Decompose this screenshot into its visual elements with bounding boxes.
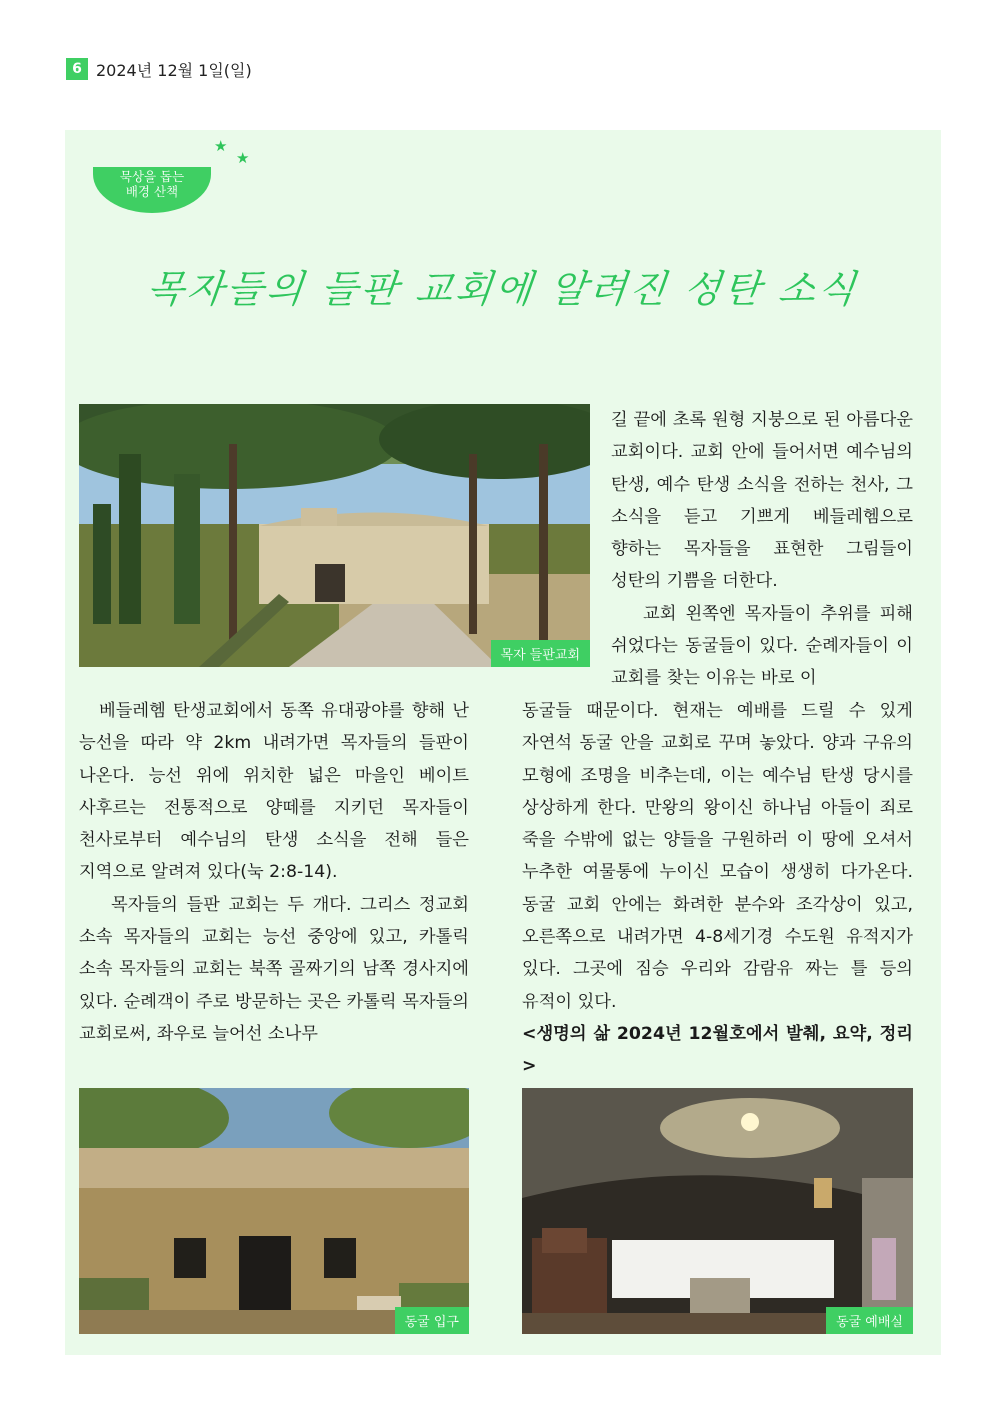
cave-chapel-photo xyxy=(522,1088,913,1334)
page-number: 6 xyxy=(66,58,88,80)
paragraph: 베들레헴 탄생교회에서 동쪽 유대광야를 향해 난 능선을 따라 약 2km 내려가면 목자들의 들판이 나온다. 능선 위에 위치한 넓은 마을인 베이트 사후르는 전통적으로 양떼를 지키던 목자들이 천사로부터 예수님의 탄생 소식을 전해 들은 지역으로 알려져 있다(눅 2:8-14). xyxy=(79,701,469,883)
paragraph: 동굴들 때문이다. 현재는 예배를 드릴 수 있게 자연석 동굴 안을 교회로 꾸며 놓았다. 양과 구유의 모형에 조명을 비추는데, 이는 예수님 탄생 당시를 상상하게 한다. 만왕의 왕이신 하나님 아들이 죄로 죽을 수밖에 없는 양들을 구원하러 이 땅에 오셔서 누추한 여물통에 누이신 모습이 생생히 다가온다. 동굴 교회 안에는 화려한 분수와 조각상이 있고, 오른쪽으로 내려가면 4-8세기경 수도원 유적지가 있다. 그곳에 짐승 우리와 감람유 짜는 틀 등의 유적이 있다. xyxy=(522,701,913,1012)
church-photo-caption: 목자 들판교회 xyxy=(491,640,590,667)
cave-chapel-image xyxy=(522,1088,913,1334)
right-top-text xyxy=(611,404,913,695)
badge-line-2: 배경 산책 xyxy=(125,184,179,199)
left-body-text xyxy=(79,695,469,1050)
cave-entrance-image xyxy=(79,1088,469,1334)
issue-date: 2024년 12월 1일(일) xyxy=(96,60,252,80)
paragraph: 길 끝에 초록 원형 지붕으로 된 아름다운 교회이다. 교회 안에 들어서면 예수님의 탄생, 예수 탄생 소식을 전하는 천사, 그 소식을 듣고 기쁘게 베들레헴으로 향하는 목자들을 표현한 그림들이 성탄의 기쁨을 더한다. xyxy=(611,410,913,592)
church-photo-image xyxy=(79,404,590,667)
right-body-text xyxy=(522,695,913,1083)
paragraph: 목자들의 들판 교회는 두 개다. 그리스 정교회 소속 목자들의 교회는 능선 중앙에 있고, 카톨릭 소속 목자들의 교회는 북쪽 골짜기의 남쪽 경사지에 있다. 순례객이 주로 방문하는 곳은 카톨릭 목자들의 교회로써, 좌우로 늘어선 소나무 xyxy=(79,894,469,1044)
cave-chapel-caption: 동굴 예배실 xyxy=(826,1307,913,1334)
page-header xyxy=(66,58,252,80)
church-photo xyxy=(79,404,590,667)
cave-entrance-caption: 동굴 입구 xyxy=(395,1307,469,1334)
star-icon: ★ xyxy=(236,149,250,167)
star-icon: ★ xyxy=(214,137,228,155)
badge-line-1: 묵상을 돕는 xyxy=(119,169,185,184)
cave-entrance-photo xyxy=(79,1088,469,1334)
article-title: 목자들의 들판 교회에 알려진 성탄 소식 xyxy=(144,267,861,311)
paragraph: 교회 왼쪽엔 목자들이 추위를 피해 쉬었다는 동굴들이 있다. 순례자들이 이 교회를 찾는 이유는 바로 이 xyxy=(611,603,913,689)
source-note: <생명의 삶 2024년 12월호에서 발췌, 요약, 정리> xyxy=(522,1023,913,1077)
